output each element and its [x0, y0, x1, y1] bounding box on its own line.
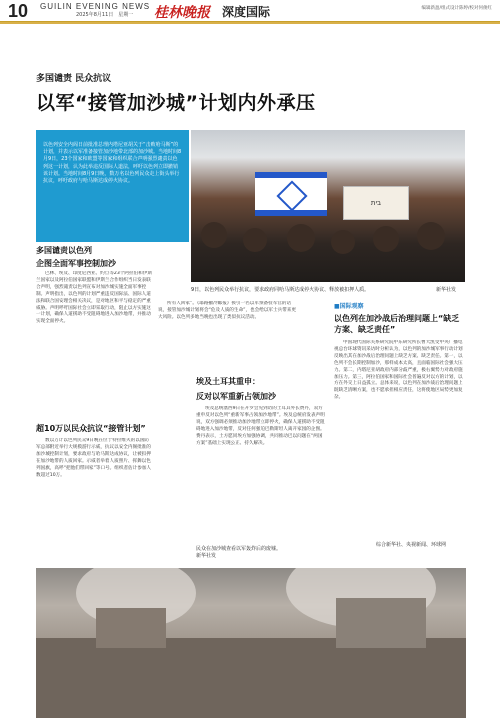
collapsed-building	[96, 608, 166, 648]
subheading-egypt-turkey: 埃及土耳其重申：	[196, 377, 260, 386]
subheading-condemnation-line2: 企图全面军事控制加沙	[36, 259, 116, 268]
collapsed-building	[336, 598, 426, 648]
body-text-col2: 所有人回家”。《耶路撒冷邮报》援引一名以军预备役军官的话说，接管加沙城计划将会“危及人质的生命”，也会给以军士兵带来更大风险。以色列多地当晚也出现了类似抗议活动。	[158, 301, 296, 320]
subheading-egypt-turkey-line2: 反对以军重新占领加沙	[196, 392, 276, 401]
crowd-figure	[373, 226, 399, 252]
crowd-figure	[243, 228, 267, 252]
photo-caption: 9日，以色列民众举行抗议，要求政府同哈马斯达成停火协议、释放被扣押人质。	[191, 287, 370, 293]
paper-logo: 桂林晚报	[154, 5, 210, 21]
crowd-figure	[417, 222, 445, 250]
bottom-photo-caption-text: 民众在加沙城查看以军轰炸后的废墟。	[196, 546, 282, 552]
source-credit: 综合新华社、央视新闻、环球网	[376, 542, 447, 548]
protest-sign: בית	[343, 186, 409, 220]
rubble-ground	[36, 638, 466, 718]
body-text-col1-protest: 数以万计以色列民众9日晚在位于特拉维夫的以国防军总部附近举行大规模游行示威，抗议以安全内阁批准的加沙城控制计划，要求政府与哈马斯达成协议，让被扣押在加沙地带的人质回家。示威者举着人质照片、挥舞以色列国旗，高呼“把他们带回家”等口号。组织者估计参加人数超过10万。	[36, 438, 152, 478]
article-headline: 以军“接管加沙城”计划内外承压	[36, 92, 316, 114]
subheading-analysis: 以色列在加沙战后治理问题上“缺乏方案、缺乏责任”	[334, 314, 460, 334]
section-title: 深度国际	[222, 5, 271, 19]
international-observation-label: ■国际观察	[334, 303, 364, 310]
editor-credits: 编辑新盈/组式设计陈婷/校对何俊红	[421, 6, 492, 11]
lead-summary-text: 以色列安全内阁日前批准总理内塔尼亚胡关于“击败哈马斯”的计划，并表示以军准备接管加沙地带北部的加沙城。当地时间8月9日，23个国家和欧盟等国家和组织联合声明强烈谴责以色列这一计划，认为此举违反国际人道法，呼吁以色列立即撤销该计划。当地时间8月9日晚，数万名以色列民众走上街头举行抗议，呼吁政府与哈马斯达成停火协议。	[43, 142, 182, 185]
bottom-photo-credit: 新华社发	[196, 553, 217, 559]
paper-english-name: GUILIN EVENING NEWS	[40, 2, 151, 11]
body-text-col1: 巴林、埃及、印度尼西亚、约旦等23个阿拉伯和伊斯兰国家以及阿拉伯国家联盟和伊斯兰合作组织当日发表联合声明，强烈谴责以色列宣布对加沙城实施全面军事控制。声明指出，以色列的计划严重违反国际法、国际人道法和联合国安理会相关决议，是对地区和平与稳定的严重威胁。声明呼吁国际社会立即采取行动，阻止以方实施这一计划，确保人道援助不受阻碍地进入加沙地带，并推动实现全面停火。	[36, 271, 152, 325]
header-rule	[0, 22, 500, 24]
subheading-condemnation: 多国谴责以色列	[36, 246, 92, 255]
body-text-col3: 中国现代国际关系研究院中东研究所长曹大凯受中央广播电视总台环球资讯采访时分析认为，以色列的加沙城军事行动计划反映出其在加沙战后治理问题上缺乏方案、缺乏责任。第一，以色列不会长期控制加沙，那样成本太高，且面临国际社会强大压力。第二，内塔尼亚胡政府内部分歧严重，极右翼势力对政府施加压力。第三，阿拉伯国家和国际社会普遍反对以方的计划，以方在外交上日益孤立。总体来说，以色列在加沙战后治理问题上既缺乏清晰方案，也不愿承担相应责任，这将使地区局势更加复杂。	[334, 340, 463, 401]
protest-photo	[191, 130, 465, 282]
publication-date: 2025年8月11日 星期一	[76, 12, 134, 18]
rubble-photo	[36, 568, 466, 718]
body-text-col2-egypt: 埃及总统塞西9日在开罗会见到访的土耳其外长费丹，双方重申反对以色列“重新军事占领加沙地带”。埃及总统府发表声明说，双方强调必须推动加沙地带立即停火，确保人道援助不受阻碍地进入加沙地带，反对任何强迫巴勒斯坦人离开家园的企图。费丹表示，土方愿同埃方加强协调，共同推动巴以问题在“两国方案”基础上实现公正、持久解决。	[196, 406, 325, 446]
subheading-protest: 超10万以民众抗议“接管计划”	[36, 424, 146, 433]
photo-credit: 新华社发	[436, 287, 457, 293]
crowd-figure	[287, 224, 315, 252]
israeli-flag-graphic	[255, 172, 327, 216]
article-kicker: 多国谴责 民众抗议	[36, 74, 112, 84]
bottom-photo-caption	[196, 546, 336, 560]
lead-summary-box	[36, 130, 189, 242]
crowd-figure	[201, 222, 227, 248]
masthead	[0, 0, 500, 22]
crowd-figure	[331, 230, 355, 254]
page-number: 10	[8, 1, 29, 21]
